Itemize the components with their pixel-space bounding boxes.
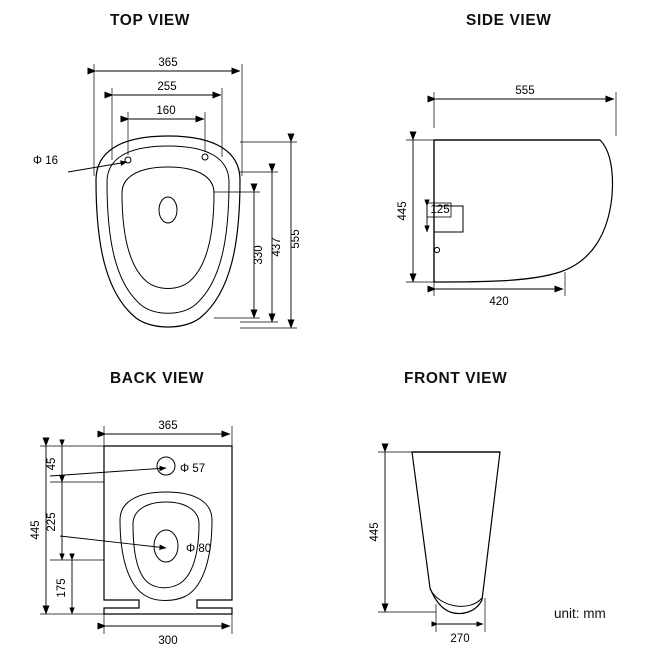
front-view-group <box>369 452 500 645</box>
view-title-front: FRONT VIEW <box>404 370 508 387</box>
dim-top-160: 160 <box>156 105 176 117</box>
dim-front-270: 270 <box>450 633 470 645</box>
dim-front-445: 445 <box>369 522 381 542</box>
side-fixing-hole <box>434 247 439 252</box>
top-view-group <box>33 57 302 328</box>
toilet-side-profile <box>434 140 613 282</box>
dim-back-225: 225 <box>46 512 58 532</box>
dim-back-300: 300 <box>158 635 178 647</box>
fixing-hole-right <box>202 154 208 160</box>
dim-side-445: 445 <box>397 201 409 221</box>
dim-top-phi16: Φ 16 <box>32 155 58 167</box>
dim-top-330: 330 <box>253 245 265 265</box>
back-view-group <box>30 420 232 647</box>
unit-label: unit: mm <box>554 606 606 621</box>
dim-back-445: 445 <box>30 520 42 540</box>
dim-back-phi80: Φ 80 <box>186 543 212 555</box>
dim-top-555: 555 <box>290 229 302 249</box>
back-drain-oval <box>154 530 178 562</box>
view-title-top: TOP VIEW <box>110 12 191 29</box>
view-title-side: SIDE VIEW <box>466 12 552 29</box>
back-hole-57 <box>157 457 175 475</box>
dim-back-phi57: Φ 57 <box>180 463 206 475</box>
front-base-curve <box>430 589 482 606</box>
dim-back-365: 365 <box>158 420 178 432</box>
dim-side-125: 125 <box>430 204 450 216</box>
dim-top-437: 437 <box>271 237 283 257</box>
toilet-seat-outline <box>96 136 240 327</box>
dim-top-365: 365 <box>158 57 178 69</box>
dim-back-45: 45 <box>46 457 58 471</box>
front-body-outline <box>412 452 500 614</box>
dim-top-255: 255 <box>157 81 177 93</box>
view-title-back: BACK VIEW <box>110 370 205 387</box>
toilet-bowl-water <box>122 167 214 289</box>
side-view-group <box>397 85 616 308</box>
dim-side-555: 555 <box>515 85 535 97</box>
dim-back-175: 175 <box>56 578 68 598</box>
toilet-drain-oval <box>159 197 177 223</box>
dim-side-420: 420 <box>489 296 509 308</box>
